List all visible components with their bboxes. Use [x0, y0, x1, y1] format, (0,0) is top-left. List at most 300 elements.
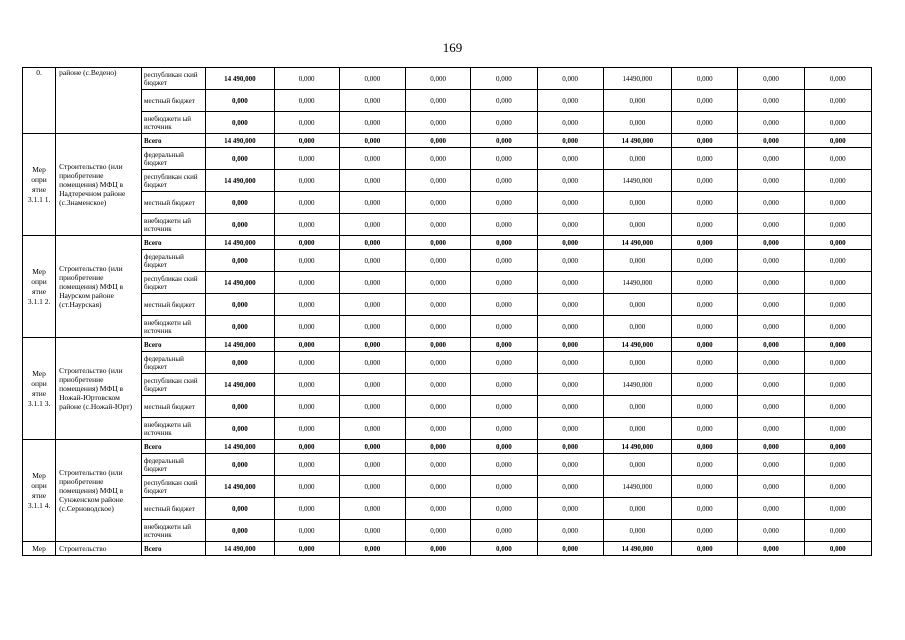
- value-cell: 0,000: [804, 134, 871, 148]
- value-cell: 0,000: [537, 542, 603, 556]
- value-cell: 0,000: [406, 112, 471, 134]
- value-cell: 0,000: [537, 236, 603, 250]
- value-cell: 0,000: [339, 134, 405, 148]
- value-cell: 0,000: [804, 498, 871, 520]
- funding-source-cell: республикан ский бюджет: [142, 476, 206, 498]
- value-cell: 0,000: [406, 316, 471, 338]
- value-cell: 0,000: [274, 170, 339, 192]
- value-cell: 0,000: [537, 454, 603, 476]
- value-cell: 0,000: [672, 316, 738, 338]
- value-cell: 14 490,000: [206, 272, 274, 294]
- page-number: 169: [442, 40, 463, 55]
- value-cell: 0,000: [672, 148, 738, 170]
- value-cell: 0,000: [406, 520, 471, 542]
- value-cell: 0,000: [274, 250, 339, 272]
- value-cell: 0,000: [804, 374, 871, 396]
- funding-source-cell: федеральный бюджет: [142, 148, 206, 170]
- value-cell: 0,000: [339, 454, 405, 476]
- value-cell: 0,000: [406, 192, 471, 214]
- funding-source-cell: Всего: [142, 134, 206, 148]
- table-row: [23, 498, 872, 520]
- value-cell: 0,000: [672, 542, 738, 556]
- table-row: [23, 418, 872, 440]
- value-cell: 0,000: [339, 112, 405, 134]
- value-cell: 0,000: [804, 214, 871, 236]
- value-cell: 0,000: [206, 214, 274, 236]
- value-cell: 0,000: [206, 454, 274, 476]
- value-cell: 14 490,000: [206, 170, 274, 192]
- value-cell: 0,000: [274, 520, 339, 542]
- value-cell: 0,000: [603, 294, 671, 316]
- value-cell: 0,000: [672, 68, 738, 90]
- value-cell: 0,000: [537, 68, 603, 90]
- value-cell: 0,000: [406, 374, 471, 396]
- value-cell: 0,000: [339, 476, 405, 498]
- value-cell: 0,000: [206, 192, 274, 214]
- value-cell: 0,000: [738, 112, 804, 134]
- table-row: [23, 294, 872, 316]
- value-cell: 0,000: [804, 352, 871, 374]
- value-cell: 0,000: [274, 272, 339, 294]
- value-cell: 0,000: [339, 148, 405, 170]
- value-cell: 0,000: [603, 90, 671, 112]
- value-cell: 0,000: [206, 396, 274, 418]
- table-row: [23, 476, 872, 498]
- value-cell: 0,000: [406, 294, 471, 316]
- funding-source-cell: внебюджетн ый источник: [142, 214, 206, 236]
- value-cell: 0,000: [406, 498, 471, 520]
- value-cell: 0,000: [406, 454, 471, 476]
- value-cell: 0,000: [406, 272, 471, 294]
- value-cell: 0,000: [339, 272, 405, 294]
- funding-source-cell: Всего: [142, 236, 206, 250]
- value-cell: 0,000: [672, 374, 738, 396]
- value-cell: 0,000: [672, 476, 738, 498]
- value-cell: 0,000: [471, 192, 537, 214]
- table-row: [23, 192, 872, 214]
- value-cell: 0,000: [206, 520, 274, 542]
- value-cell: 0,000: [537, 374, 603, 396]
- funding-source-cell: республикан ский бюджет: [142, 272, 206, 294]
- table-row-total: [23, 236, 872, 250]
- value-cell: 0,000: [471, 112, 537, 134]
- value-cell: 0,000: [274, 316, 339, 338]
- value-cell: 0,000: [471, 520, 537, 542]
- table-row: [23, 112, 872, 134]
- value-cell: 0,000: [738, 134, 804, 148]
- table-row-total: [23, 542, 872, 556]
- value-cell: 0,000: [206, 352, 274, 374]
- value-cell: 0,000: [738, 294, 804, 316]
- value-cell: 0,000: [471, 542, 537, 556]
- value-cell: 0,000: [274, 396, 339, 418]
- value-cell: 0,000: [274, 192, 339, 214]
- value-cell: 0,000: [804, 542, 871, 556]
- value-cell: 0,000: [738, 148, 804, 170]
- value-cell: 0,000: [406, 440, 471, 454]
- value-cell: 14 490,000: [603, 134, 671, 148]
- measure-index-cell: Мер опри ятие 3.1.1 3.: [23, 338, 56, 440]
- value-cell: 0,000: [537, 170, 603, 192]
- value-cell: 0,000: [274, 90, 339, 112]
- measure-index-cell: Мер: [23, 542, 56, 556]
- value-cell: 0,000: [738, 236, 804, 250]
- funding-source-cell: внебюджетн ый источник: [142, 520, 206, 542]
- value-cell: 0,000: [406, 396, 471, 418]
- value-cell: 0,000: [603, 148, 671, 170]
- table-row: [23, 214, 872, 236]
- value-cell: 0,000: [738, 374, 804, 396]
- table-row: [23, 272, 872, 294]
- value-cell: 0,000: [274, 68, 339, 90]
- value-cell: 0,000: [206, 418, 274, 440]
- value-cell: 14 490,000: [603, 236, 671, 250]
- value-cell: 14 490,000: [206, 68, 274, 90]
- value-cell: 0,000: [406, 418, 471, 440]
- value-cell: 0,000: [738, 90, 804, 112]
- value-cell: 0,000: [603, 112, 671, 134]
- table-row: [23, 90, 872, 112]
- value-cell: 0,000: [672, 236, 738, 250]
- value-cell: 0,000: [537, 352, 603, 374]
- value-cell: 0,000: [471, 272, 537, 294]
- value-cell: 0,000: [537, 214, 603, 236]
- value-cell: 0,000: [672, 90, 738, 112]
- value-cell: 0,000: [537, 316, 603, 338]
- value-cell: 0,000: [738, 352, 804, 374]
- value-cell: 0,000: [339, 316, 405, 338]
- funding-source-cell: внебюджетн ый источник: [142, 316, 206, 338]
- value-cell: 0,000: [406, 250, 471, 272]
- value-cell: 0,000: [804, 112, 871, 134]
- value-cell: 0,000: [274, 542, 339, 556]
- value-cell: 0,000: [471, 68, 537, 90]
- value-cell: 14 490,000: [603, 542, 671, 556]
- value-cell: 0,000: [206, 112, 274, 134]
- value-cell: 0,000: [804, 148, 871, 170]
- value-cell: 0,000: [274, 294, 339, 316]
- value-cell: 0,000: [804, 250, 871, 272]
- value-cell: 0,000: [471, 476, 537, 498]
- value-cell: 0,000: [274, 236, 339, 250]
- table-row: [23, 374, 872, 396]
- value-cell: 0,000: [206, 148, 274, 170]
- value-cell: 0,000: [672, 520, 738, 542]
- value-cell: 0,000: [672, 294, 738, 316]
- funding-source-cell: местный бюджет: [142, 192, 206, 214]
- value-cell: 0,000: [206, 90, 274, 112]
- value-cell: 0,000: [804, 396, 871, 418]
- value-cell: 0,000: [804, 170, 871, 192]
- value-cell: 0,000: [672, 170, 738, 192]
- value-cell: 0,000: [339, 250, 405, 272]
- value-cell: 0,000: [672, 134, 738, 148]
- value-cell: 0,000: [339, 236, 405, 250]
- funding-source-cell: внебюджетн ый источник: [142, 418, 206, 440]
- value-cell: 0,000: [537, 272, 603, 294]
- measure-index-cell: 0.: [23, 68, 56, 134]
- value-cell: 14 490,000: [603, 338, 671, 352]
- value-cell: 0,000: [537, 440, 603, 454]
- value-cell: 0,000: [471, 250, 537, 272]
- value-cell: 0,000: [339, 396, 405, 418]
- value-cell: 0,000: [804, 294, 871, 316]
- value-cell: 0,000: [274, 148, 339, 170]
- value-cell: 0,000: [406, 352, 471, 374]
- value-cell: 14490,000: [603, 170, 671, 192]
- value-cell: 0,000: [603, 352, 671, 374]
- value-cell: 0,000: [537, 396, 603, 418]
- table-row: [23, 520, 872, 542]
- value-cell: 0,000: [339, 170, 405, 192]
- value-cell: 0,000: [339, 294, 405, 316]
- value-cell: 0,000: [471, 236, 537, 250]
- value-cell: 0,000: [339, 192, 405, 214]
- value-cell: 0,000: [603, 418, 671, 440]
- value-cell: 0,000: [672, 272, 738, 294]
- value-cell: 0,000: [471, 148, 537, 170]
- value-cell: 0,000: [738, 338, 804, 352]
- funding-source-cell: республикан ский бюджет: [142, 68, 206, 90]
- value-cell: 0,000: [537, 294, 603, 316]
- value-cell: 14 490,000: [206, 476, 274, 498]
- value-cell: 0,000: [672, 112, 738, 134]
- measure-name-cell: Строительство: [56, 542, 142, 556]
- value-cell: 0,000: [471, 316, 537, 338]
- measure-index-cell: Мер опри ятие 3.1.1 2.: [23, 236, 56, 338]
- table-row-total: [23, 338, 872, 352]
- value-cell: 0,000: [339, 338, 405, 352]
- value-cell: 0,000: [738, 498, 804, 520]
- value-cell: 0,000: [406, 170, 471, 192]
- value-cell: 0,000: [406, 68, 471, 90]
- funding-source-cell: Всего: [142, 542, 206, 556]
- measure-index-cell: Мер опри ятие 3.1.1 1.: [23, 134, 56, 236]
- funding-source-cell: республикан ский бюджет: [142, 374, 206, 396]
- value-cell: 0,000: [537, 250, 603, 272]
- value-cell: 0,000: [804, 272, 871, 294]
- table-row: [23, 352, 872, 374]
- value-cell: 0,000: [406, 542, 471, 556]
- value-cell: 0,000: [804, 192, 871, 214]
- value-cell: 0,000: [274, 338, 339, 352]
- value-cell: 0,000: [804, 454, 871, 476]
- value-cell: 0,000: [603, 250, 671, 272]
- value-cell: 0,000: [804, 476, 871, 498]
- value-cell: 0,000: [672, 418, 738, 440]
- value-cell: 14490,000: [603, 476, 671, 498]
- value-cell: 0,000: [471, 440, 537, 454]
- value-cell: 0,000: [471, 352, 537, 374]
- table-row: [23, 68, 872, 90]
- value-cell: 0,000: [738, 316, 804, 338]
- measure-name-cell: Строительство (или приобретение помещения) МФЦ в Наурском районе (ст.Наурская): [56, 236, 142, 338]
- value-cell: 14 490,000: [206, 338, 274, 352]
- value-cell: 14490,000: [603, 272, 671, 294]
- measure-name-cell: районе (с.Ведено): [56, 68, 142, 134]
- table-row-total: [23, 440, 872, 454]
- value-cell: 0,000: [672, 498, 738, 520]
- budget-table: [22, 67, 872, 556]
- funding-source-cell: республикан ский бюджет: [142, 170, 206, 192]
- value-cell: 0,000: [738, 68, 804, 90]
- value-cell: 0,000: [603, 214, 671, 236]
- measure-name-cell: Строительство (или приобретение помещения) МФЦ в Сунженском районе (с.Серноводское): [56, 440, 142, 542]
- value-cell: 0,000: [339, 90, 405, 112]
- value-cell: 0,000: [537, 192, 603, 214]
- value-cell: 0,000: [804, 520, 871, 542]
- value-cell: 0,000: [804, 68, 871, 90]
- value-cell: 0,000: [471, 498, 537, 520]
- value-cell: 0,000: [274, 476, 339, 498]
- measure-name-cell: Строительство (или приобретение помещения) МФЦ в Надтеречном районе (с.Знаменское): [56, 134, 142, 236]
- value-cell: 0,000: [672, 396, 738, 418]
- funding-source-cell: внебюджетн ый источник: [142, 112, 206, 134]
- table-row: [23, 148, 872, 170]
- value-cell: 0,000: [537, 520, 603, 542]
- funding-source-cell: федеральный бюджет: [142, 352, 206, 374]
- value-cell: 0,000: [804, 90, 871, 112]
- value-cell: 0,000: [471, 134, 537, 148]
- value-cell: 14 490,000: [206, 134, 274, 148]
- value-cell: 0,000: [738, 272, 804, 294]
- value-cell: 0,000: [206, 498, 274, 520]
- value-cell: 0,000: [738, 542, 804, 556]
- value-cell: 0,000: [738, 396, 804, 418]
- value-cell: 14490,000: [603, 374, 671, 396]
- value-cell: 0,000: [471, 454, 537, 476]
- value-cell: 0,000: [471, 374, 537, 396]
- value-cell: 0,000: [603, 454, 671, 476]
- value-cell: 0,000: [672, 214, 738, 236]
- value-cell: 0,000: [274, 454, 339, 476]
- table-row: [23, 250, 872, 272]
- value-cell: 0,000: [339, 352, 405, 374]
- value-cell: 14 490,000: [206, 236, 274, 250]
- value-cell: 0,000: [274, 352, 339, 374]
- value-cell: 14 490,000: [206, 542, 274, 556]
- value-cell: 0,000: [206, 250, 274, 272]
- value-cell: 0,000: [537, 418, 603, 440]
- value-cell: 0,000: [406, 148, 471, 170]
- value-cell: 0,000: [738, 520, 804, 542]
- funding-source-cell: Всего: [142, 440, 206, 454]
- value-cell: 0,000: [471, 90, 537, 112]
- value-cell: 0,000: [274, 374, 339, 396]
- value-cell: 0,000: [603, 396, 671, 418]
- value-cell: 0,000: [339, 498, 405, 520]
- value-cell: 14 490,000: [603, 440, 671, 454]
- value-cell: 0,000: [537, 148, 603, 170]
- value-cell: 0,000: [274, 134, 339, 148]
- value-cell: 0,000: [274, 418, 339, 440]
- measure-name-cell: Строительство (или приобретение помещения) МФЦ в Ножай-Юртовском районе (с.Ножай-Юрт): [56, 338, 142, 440]
- funding-source-cell: местный бюджет: [142, 498, 206, 520]
- value-cell: 0,000: [274, 214, 339, 236]
- table-row: [23, 396, 872, 418]
- value-cell: 0,000: [672, 454, 738, 476]
- funding-source-cell: местный бюджет: [142, 90, 206, 112]
- funding-source-cell: федеральный бюджет: [142, 454, 206, 476]
- value-cell: 0,000: [471, 338, 537, 352]
- value-cell: 0,000: [738, 476, 804, 498]
- value-cell: 14 490,000: [206, 440, 274, 454]
- value-cell: 0,000: [738, 214, 804, 236]
- value-cell: 0,000: [738, 454, 804, 476]
- value-cell: 0,000: [339, 440, 405, 454]
- value-cell: 0,000: [672, 352, 738, 374]
- value-cell: 0,000: [537, 476, 603, 498]
- value-cell: 0,000: [339, 214, 405, 236]
- value-cell: 0,000: [274, 498, 339, 520]
- value-cell: 0,000: [738, 192, 804, 214]
- funding-source-cell: федеральный бюджет: [142, 250, 206, 272]
- value-cell: 0,000: [672, 250, 738, 272]
- value-cell: 0,000: [471, 396, 537, 418]
- value-cell: 0,000: [537, 90, 603, 112]
- measure-index-cell: Мер опри ятие 3.1.1 4.: [23, 440, 56, 542]
- value-cell: 0,000: [471, 170, 537, 192]
- value-cell: 0,000: [738, 250, 804, 272]
- funding-source-cell: местный бюджет: [142, 294, 206, 316]
- value-cell: 0,000: [206, 316, 274, 338]
- table-row: [23, 170, 872, 192]
- value-cell: 14 490,000: [206, 374, 274, 396]
- value-cell: 0,000: [738, 170, 804, 192]
- value-cell: 0,000: [804, 418, 871, 440]
- value-cell: 0,000: [804, 338, 871, 352]
- value-cell: 0,000: [672, 192, 738, 214]
- funding-source-cell: Всего: [142, 338, 206, 352]
- value-cell: 0,000: [603, 520, 671, 542]
- value-cell: 0,000: [672, 338, 738, 352]
- value-cell: 0,000: [339, 542, 405, 556]
- value-cell: 0,000: [406, 236, 471, 250]
- value-cell: 0,000: [471, 214, 537, 236]
- table-row: [23, 454, 872, 476]
- value-cell: 0,000: [804, 440, 871, 454]
- value-cell: 0,000: [406, 476, 471, 498]
- value-cell: 0,000: [537, 498, 603, 520]
- value-cell: 0,000: [339, 374, 405, 396]
- value-cell: 0,000: [603, 316, 671, 338]
- value-cell: 0,000: [339, 418, 405, 440]
- value-cell: 0,000: [406, 134, 471, 148]
- value-cell: 0,000: [672, 440, 738, 454]
- value-cell: 0,000: [738, 418, 804, 440]
- value-cell: 0,000: [339, 520, 405, 542]
- value-cell: 0,000: [804, 236, 871, 250]
- value-cell: 14490,000: [603, 68, 671, 90]
- value-cell: 0,000: [339, 68, 405, 90]
- value-cell: 0,000: [274, 440, 339, 454]
- value-cell: 0,000: [537, 134, 603, 148]
- value-cell: 0,000: [274, 112, 339, 134]
- value-cell: 0,000: [406, 90, 471, 112]
- value-cell: 0,000: [537, 112, 603, 134]
- value-cell: 0,000: [804, 316, 871, 338]
- value-cell: 0,000: [603, 498, 671, 520]
- value-cell: 0,000: [471, 418, 537, 440]
- funding-source-cell: местный бюджет: [142, 396, 206, 418]
- table-row: [23, 316, 872, 338]
- table-row-total: [23, 134, 872, 148]
- value-cell: 0,000: [206, 294, 274, 316]
- value-cell: 0,000: [406, 338, 471, 352]
- value-cell: 0,000: [471, 294, 537, 316]
- value-cell: 0,000: [537, 338, 603, 352]
- value-cell: 0,000: [738, 440, 804, 454]
